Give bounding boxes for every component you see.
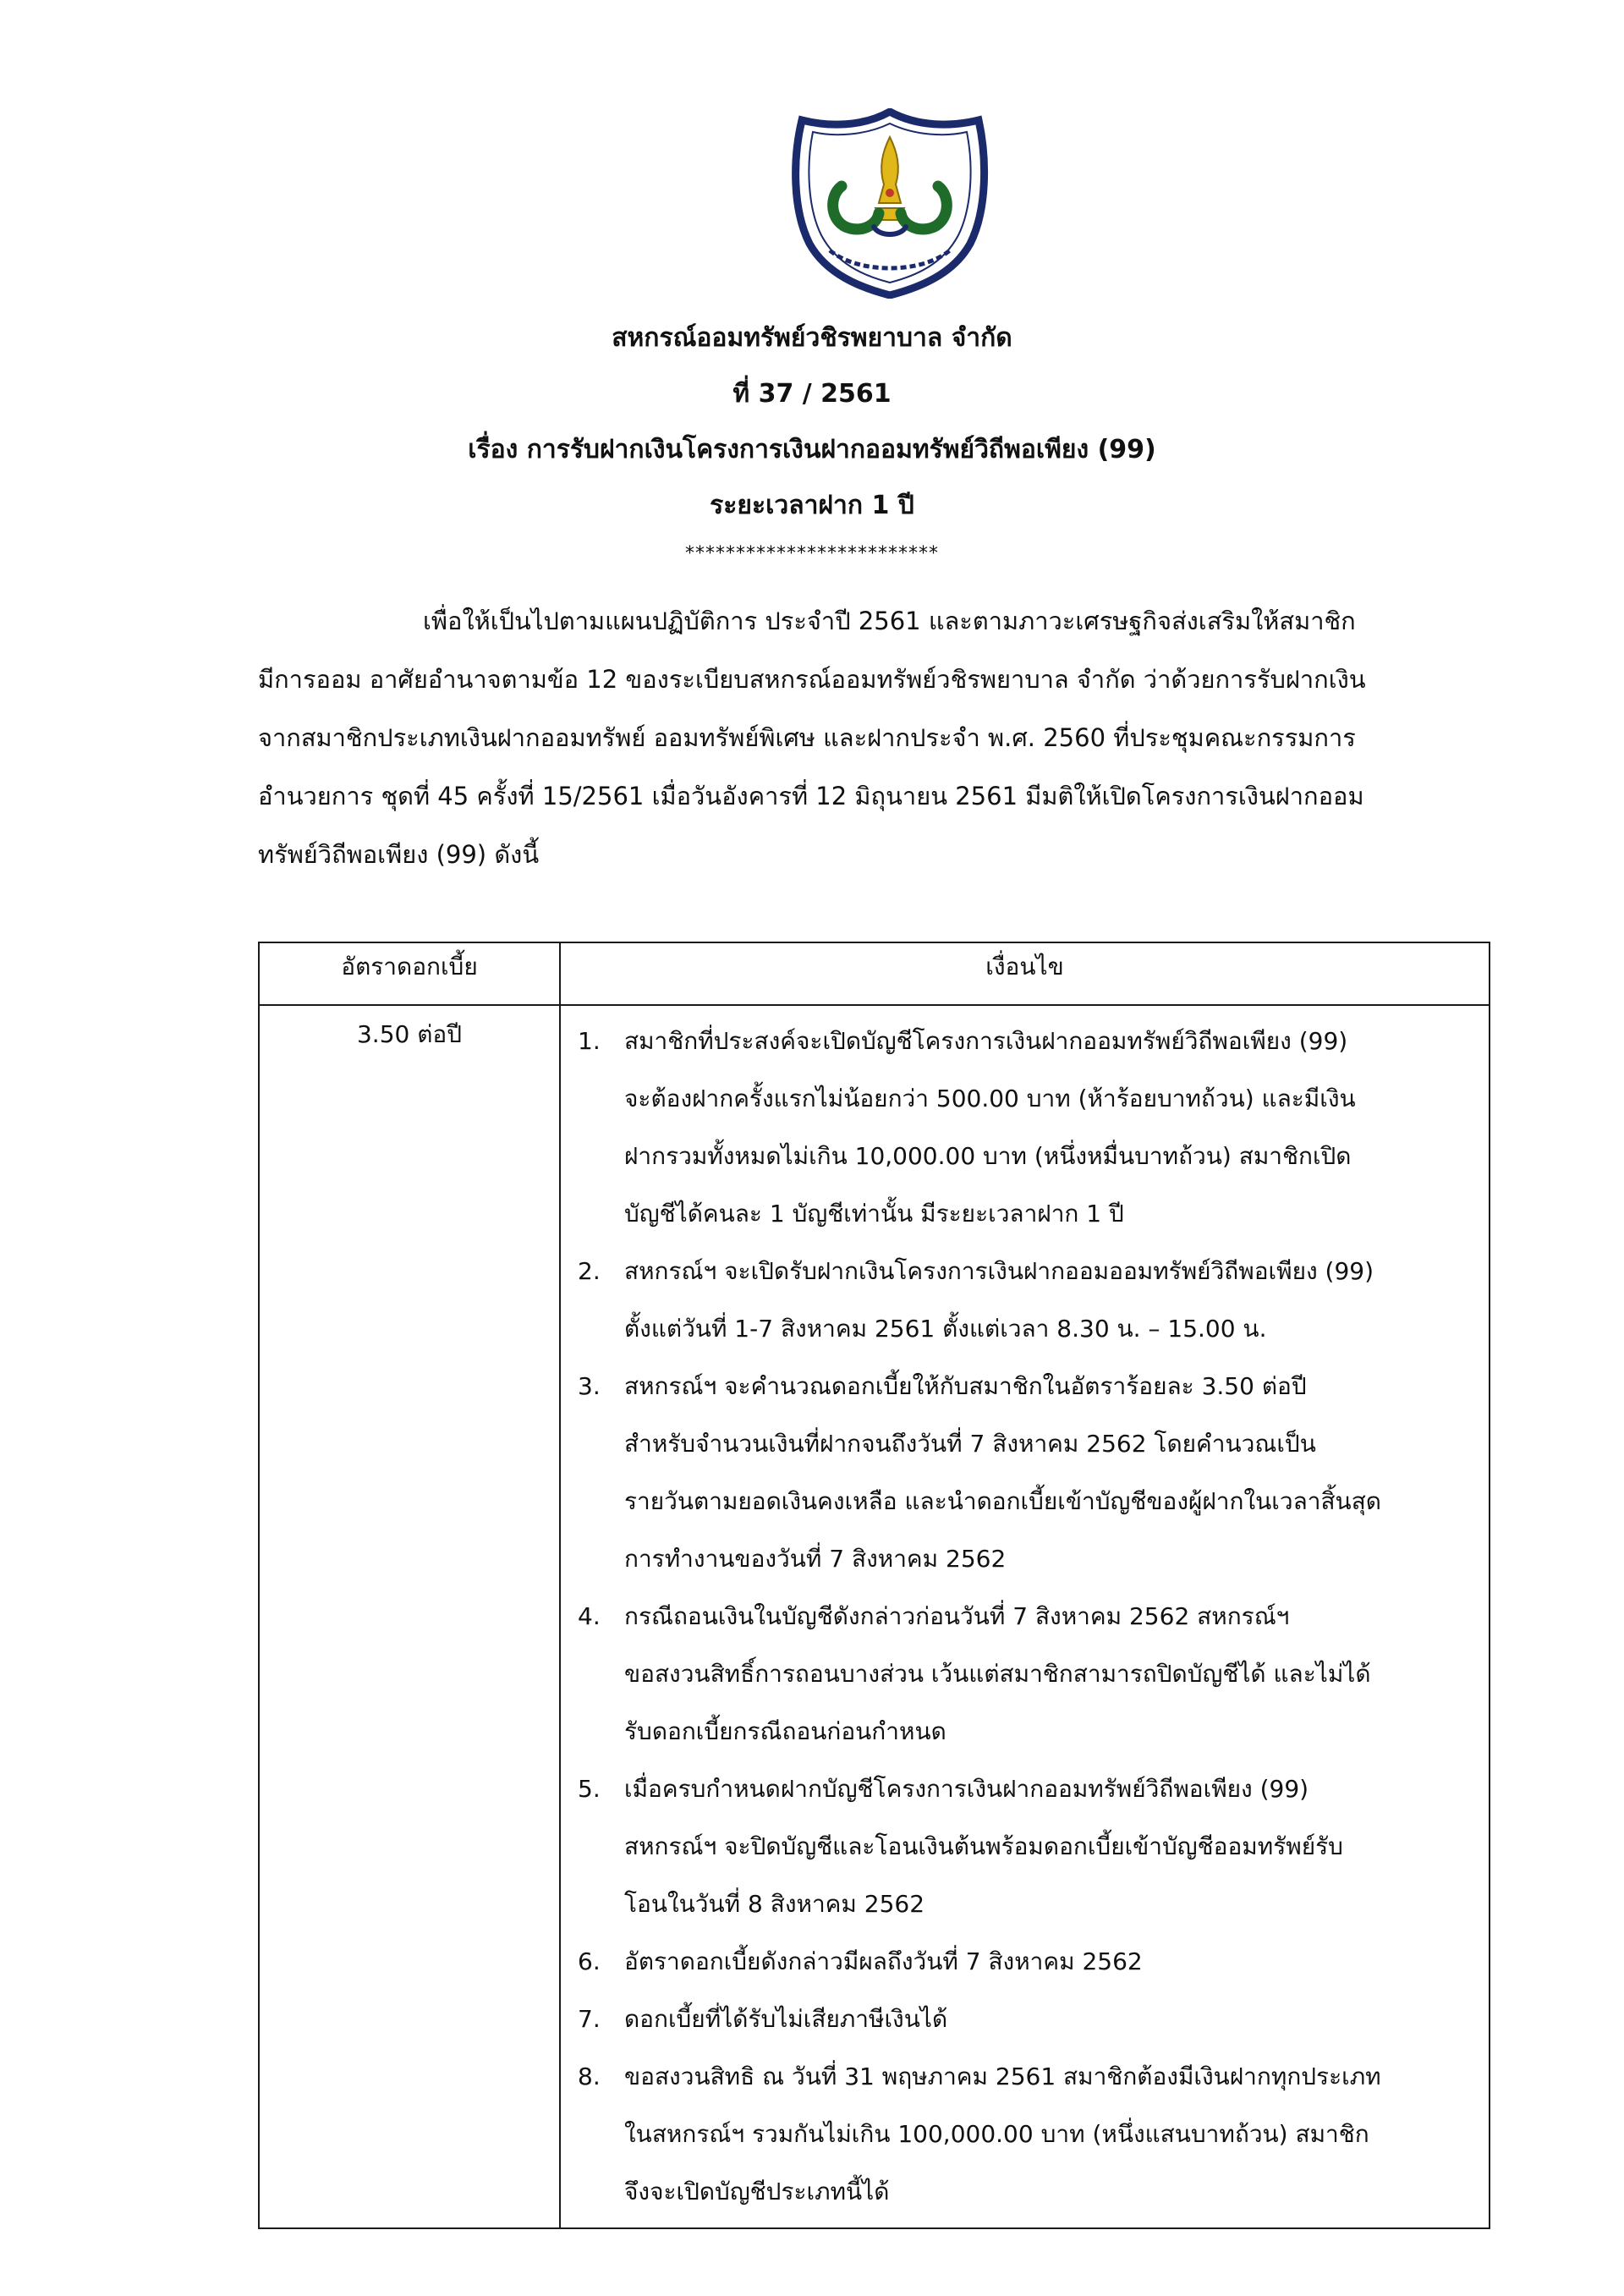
header-conditions: เงื่อนไข — [560, 942, 1490, 1005]
conditions-list — [578, 1013, 1480, 2221]
condition-line: เมื่อครบกำหนดฝากบัญชีโครงการเงินฝากออมทรัพย์วิถีพอเพียง (99) — [624, 1775, 1309, 1803]
intro-line: เพื่อให้เป็นไปตามแผนปฏิบัติการ ประจำปี 2561 และตามภาวะเศรษฐกิจส่งเสริมให้สมาชิก — [423, 607, 1356, 635]
condition-line: ฝากรวมทั้งหมดไม่เกิน 10,000.00 บาท (หนึ่งหมื่นบาทถ้วน) สมาชิกเปิด — [624, 1142, 1352, 1170]
condition-line: รับดอกเบี้ยกรณีถอนก่อนกำหนด — [624, 1717, 946, 1745]
condition-number: 8. — [578, 2063, 601, 2090]
condition-item — [578, 1588, 1480, 1760]
table-row — [259, 1005, 1490, 2228]
condition-number: 3. — [578, 1372, 601, 1400]
condition-line: กรณีถอนเงินในบัญชีดังกล่าวก่อนวันที่ 7 สิงหาคม 2562 สหกรณ์ฯ — [624, 1602, 1290, 1630]
condition-item — [578, 1243, 1480, 1358]
condition-line: จึงจะเปิดบัญชีประเภทนี้ได้ — [624, 2178, 890, 2205]
condition-number: 4. — [578, 1602, 601, 1630]
condition-line: สำหรับจำนวนเงินที่ฝากจนถึงวันที่ 7 สิงหาคม 2562 โดยคำนวณเป็น — [624, 1430, 1316, 1458]
condition-line: การทำงานของวันที่ 7 สิงหาคม 2562 — [624, 1545, 1007, 1573]
condition-line: สมาชิกที่ประสงค์จะเปิดบัญชีโครงการเงินฝากออมทรัพย์วิถีพอเพียง (99) — [624, 1027, 1348, 1055]
cooperative-seal-icon — [791, 108, 990, 299]
document-subject: เรื่อง การรับฝากเงินโครงการเงินฝากออมทรัพย์วิถีพอเพียง (99) — [468, 435, 1156, 464]
condition-number: 2. — [578, 1257, 601, 1285]
condition-number: 6. — [578, 1947, 601, 1975]
condition-line: โอนในวันที่ 8 สิงหาคม 2562 — [624, 1890, 925, 1918]
condition-item — [578, 1013, 1480, 1243]
condition-item — [578, 1991, 1480, 2048]
intro-line: มีการออม อาศัยอำนาจตามข้อ 12 ของระเบียบสหกรณ์ออมทรัพย์วชิรพยาบาล จำกัด ว่าด้วยการรับฝากเงิน — [258, 665, 1366, 694]
condition-line: รายวันตามยอดเงินคงเหลือ และนำดอกเบี้ยเข้าบัญชีของผู้ฝากในเวลาสิ้นสุด — [624, 1487, 1381, 1515]
condition-item — [578, 2048, 1480, 2221]
condition-line: ในสหกรณ์ฯ รวมกันไม่เกิน 100,000.00 บาท (หนึ่งแสนบาทถ้วน) สมาชิก — [624, 2120, 1369, 2148]
condition-line: สหกรณ์ฯ จะเปิดรับฝากเงินโครงการเงินฝากออมออมทรัพย์วิถีพอเพียง (99) — [624, 1257, 1374, 1285]
condition-line: ขอสงวนสิทธิ์การถอนบางส่วน เว้นแต่สมาชิกสามารถปิดบัญชีได้ และไม่ได้ — [624, 1660, 1371, 1688]
condition-line: ดอกเบี้ยที่ได้รับไม่เสียภาษีเงินได้ — [624, 2005, 948, 2033]
star-divider: ************************* — [685, 543, 939, 564]
condition-number: 7. — [578, 2005, 601, 2033]
condition-item — [578, 1760, 1480, 1933]
conditions-cell — [560, 1005, 1490, 2228]
condition-number: 5. — [578, 1775, 601, 1803]
deposit-period: ระยะเวลาฝาก 1 ปี — [710, 491, 914, 520]
condition-line: ตั้งแต่วันที่ 1-7 สิงหาคม 2561 ตั้งแต่เวลา 8.30 น. – 15.00 น. — [624, 1315, 1267, 1343]
conditions-table — [258, 942, 1490, 2229]
organization-name: สหกรณ์ออมทรัพย์วชิรพยาบาล จำกัด — [612, 323, 1012, 353]
intro-line: จากสมาชิกประเภทเงินฝากออมทรัพย์ ออมทรัพย์พิเศษ และฝากประจำ พ.ศ. 2560 ที่ประชุมคณะกรรมการ — [258, 723, 1356, 752]
condition-item — [578, 1933, 1480, 1991]
condition-line: สหกรณ์ฯ จะคำนวณดอกเบี้ยให้กับสมาชิกในอัตราร้อยละ 3.50 ต่อปี — [624, 1372, 1307, 1400]
condition-number: 1. — [578, 1027, 601, 1055]
intro-line: ทรัพย์วิถีพอเพียง (99) ดังนี้ — [258, 840, 540, 869]
condition-line: บัญชีได้คนละ 1 บัญชีเท่านั้น มีระยะเวลาฝาก 1 ปี — [624, 1200, 1124, 1228]
intro-line: อำนวยการ ชุดที่ 45 ครั้งที่ 15/2561 เมื่อวันอังคารที่ 12 มิถุนายน 2561 มีมติให้เปิดโครงการเงินฝากออม — [258, 782, 1364, 810]
header-interest-rate: อัตราดอกเบี้ย — [259, 942, 560, 1005]
condition-line: อัตราดอกเบี้ยดังกล่าวมีผลถึงวันที่ 7 สิงหาคม 2562 — [624, 1947, 1143, 1975]
intro-paragraph — [258, 592, 1501, 884]
document-number: ที่ 37 / 2561 — [732, 379, 892, 409]
condition-line: ขอสงวนสิทธิ ณ วันที่ 31 พฤษภาคม 2561 สมาชิกต้องมีเงินฝากทุกประเภท — [624, 2063, 1381, 2090]
interest-rate-cell: 3.50 ต่อปี — [259, 1005, 560, 2228]
condition-line: จะต้องฝากครั้งแรกไม่น้อยกว่า 500.00 บาท (ห้าร้อยบาทถ้วน) และมีเงิน — [624, 1085, 1356, 1112]
table-header-row — [259, 942, 1490, 1005]
condition-item — [578, 1358, 1480, 1588]
condition-line: สหกรณ์ฯ จะปิดบัญชีและโอนเงินต้นพร้อมดอกเบี้ยเข้าบัญชีออมทรัพย์รับ — [624, 1832, 1343, 1860]
